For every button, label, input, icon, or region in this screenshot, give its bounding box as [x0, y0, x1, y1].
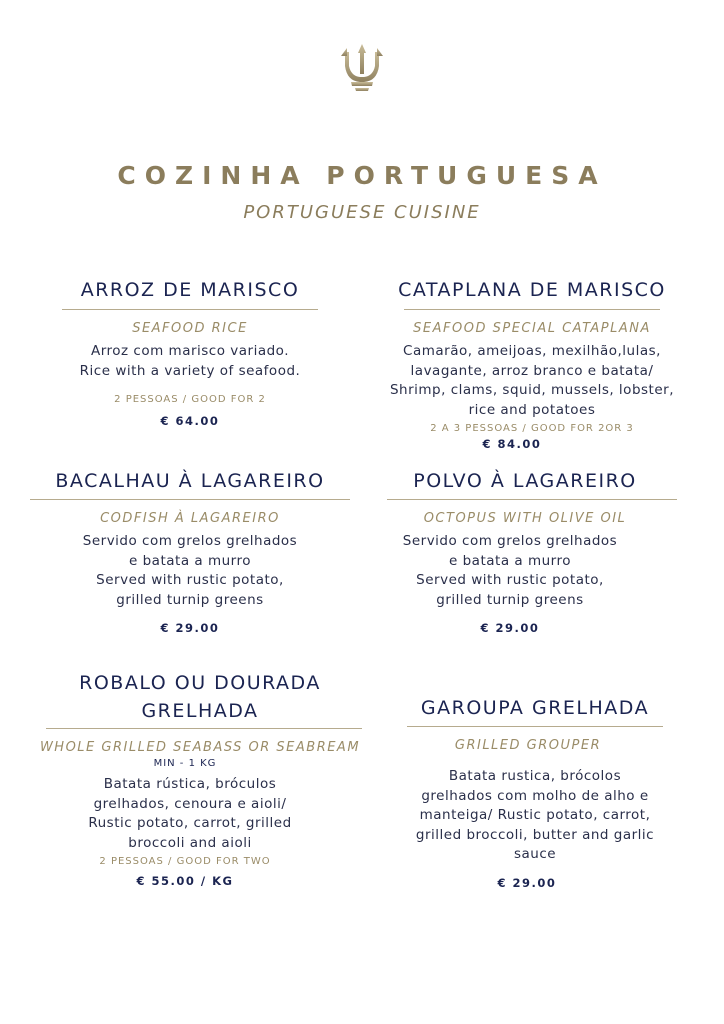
item-description: Arroz com marisco variado. Rice with a variety of seafood.: [79, 343, 301, 379]
menu-item-robalo-ou-dourada: [30, 669, 370, 889]
item-name: ARROZ DE MARISCO: [80, 279, 300, 301]
item-price: € 84.00: [482, 437, 542, 451]
page-subtitle: PORTUGUESE CUISINE: [243, 202, 481, 223]
divider: [407, 726, 663, 727]
item-description: Servido com grelos grelhados e batata a murro Served with rustic potato, grilled turnip greens: [82, 533, 298, 608]
item-subtitle: GRILLED GROUPER: [454, 738, 602, 753]
item-price: € 29.00: [480, 621, 540, 635]
item-price: € 55.00 / KG: [136, 874, 234, 888]
item-name: BACALHAU À LAGAREIRO: [55, 470, 325, 492]
item-serving: 2 PESSOAS / GOOD FOR 2: [114, 394, 266, 405]
item-name: ROBALO OU DOURADA GRELHADA: [79, 672, 321, 722]
item-description: Batata rústica, bróculos grelhados, cenoura e aioli/ Rustic potato, carrot, grilled broccoli and aioli: [88, 776, 292, 851]
menu-item-polvo-a-lagareiro: [365, 467, 685, 636]
item-description: Camarão, ameijoas, mexilhão,lulas, lavagante, arroz branco e batata/ Shrimp, clams, squid, mussels, lobster, rice and potatoes: [389, 343, 674, 418]
item-description: Servido com grelos grelhados e batata a murro Served with rustic potato, grilled turnip greens: [402, 533, 618, 608]
divider: [30, 499, 350, 500]
item-description: Batata rustica, brócolos grelhados com molho de alho e manteiga/ Rustic potato, carrot, grilled broccoli, butter and garlic sauce: [415, 768, 655, 862]
menu-item-cataplana-de-marisco: [362, 276, 702, 452]
divider: [387, 499, 677, 500]
item-name: CATAPLANA DE MARISCO: [398, 279, 666, 301]
item-subtitle: SEAFOOD SPECIAL CATAPLANA: [413, 321, 651, 336]
item-subtitle: SEAFOOD RICE: [132, 321, 248, 336]
item-price: € 64.00: [160, 414, 220, 428]
item-price: € 29.00: [497, 875, 557, 890]
menu-item-garoupa-grelhada: [385, 694, 685, 891]
menu-item-bacalhau-a-lagareiro: [30, 467, 350, 636]
divider: [62, 309, 318, 310]
item-subtitle: CODFISH À LAGAREIRO: [100, 511, 280, 526]
item-name: GAROUPA GRELHADA: [420, 697, 650, 719]
item-subtitle: WHOLE GRILLED SEABASS OR SEABREAM: [39, 740, 361, 755]
item-serving: 2 PESSOAS / GOOD FOR TWO: [99, 856, 271, 867]
menu-item-arroz-de-marisco: [40, 276, 340, 429]
divider: [46, 728, 362, 729]
item-min-weight: MIN - 1 KG: [153, 758, 217, 769]
divider: [404, 309, 660, 310]
item-serving: 2 A 3 PESSOAS / GOOD FOR 2OR 3: [430, 423, 634, 434]
item-subtitle: OCTOPUS WITH OLIVE OIL: [423, 511, 627, 526]
page-title: COZINHA PORTUGUESA: [117, 161, 607, 190]
trident-logo-icon: [339, 44, 385, 92]
item-price: € 29.00: [160, 621, 220, 635]
item-name: POLVO À LAGAREIRO: [413, 470, 637, 492]
